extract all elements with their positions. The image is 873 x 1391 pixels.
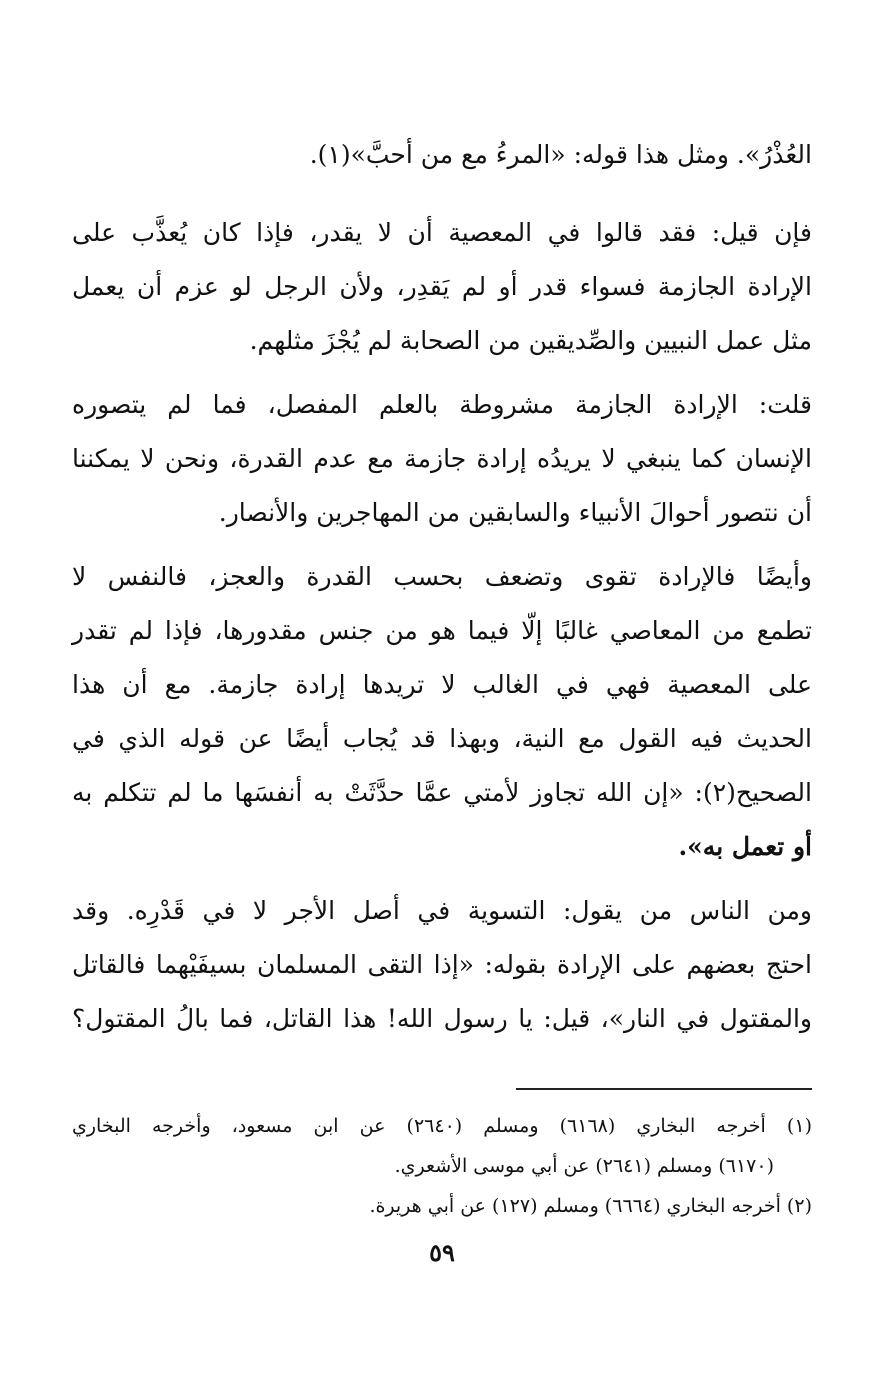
page-number: ٥٩ (429, 1238, 455, 1267)
footnote: (١) أخرجه البخاري (٦١٦٨) ومسلم (٢٦٤٠) عن ابن مسعود، وأخرجه البخاري (72, 1115, 812, 1137)
footnote-divider (516, 1088, 812, 1090)
text-line: مثل عمل النبيين والصِّديقين من الصحابة لم يُجْزَ مثلهم. (249, 326, 812, 355)
text-line: أو تعمل به». (678, 832, 812, 861)
text-line: الحديث فيه القول مع النية، وبهذا قد يُجاب أيضًا عن قوله الذي في (72, 724, 812, 753)
text-line: العُذْرُ». ومثل هذا قوله: «المرءُ مع من أحبَّ»(١). (309, 140, 812, 169)
text-line: الإرادة الجازمة فسواء قدر أو لم يَقدِر، ولأن الرجل لو عزم أن يعمل (72, 272, 812, 301)
footnote: (٢) أخرجه البخاري (٦٦٦٤) ومسلم (١٢٧) عن أبي هريرة. (369, 1195, 812, 1217)
text-line: ومن الناس من يقول: التسوية في أصل الأجر لا في قَدْرِه. وقد (72, 896, 812, 925)
text-line: فإن قيل: فقد قالوا في المعصية أن لا يقدر، فإذا كان يُعذَّب على (72, 218, 812, 247)
text-line: والمقتول في النار»، قيل: يا رسول الله! هذا القاتل، فما بالُ المقتول؟ (72, 1004, 812, 1033)
footnote: (٦١٧٠) ومسلم (٢٦٤١) عن أبي موسى الأشعري. (394, 1155, 774, 1177)
text-line: على المعصية فهي في الغالب لا تريدها إرادة جازمة. مع أن هذا (72, 670, 812, 699)
text-line: تطمع من المعاصي غالبًا إلّا فيما هو من جنس مقدورها، فإذا لم تقدر (72, 616, 812, 645)
text-line: أن نتصور أحوالَ الأنبياء والسابقين من المهاجرين والأنصار. (218, 498, 812, 527)
text-line: قلت: الإرادة الجازمة مشروطة بالعلم المفصل، فما لم يتصوره (72, 390, 812, 419)
text-line: وأيضًا فالإرادة تقوى وتضعف بحسب القدرة والعجز، فالنفس لا (72, 562, 812, 591)
text-line: الصحيح(٢): «إن الله تجاوز لأمتي عمَّا حدَّثَتْ به أنفسَها ما لم تتكلم به (72, 778, 812, 807)
text-line: الإنسان كما ينبغي لا يريدُه إرادة جازمة مع عدم القدرة، ونحن لا يمكننا (72, 444, 812, 473)
book-page (72, 120, 812, 1320)
text-line: احتج بعضهم على الإرادة بقوله: «إذا التقى المسلمان بسيفَيْهما فالقاتل (72, 950, 812, 979)
